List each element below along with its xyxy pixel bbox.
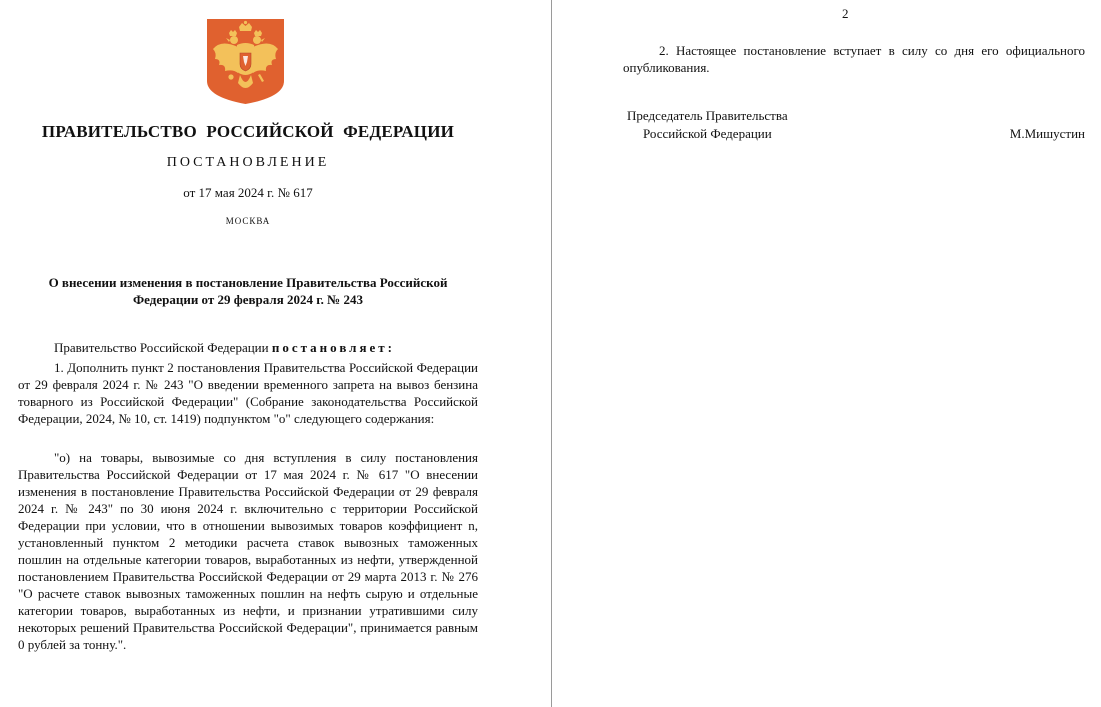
russian-coat-of-arms-icon	[207, 19, 284, 104]
decree-keyword: постановляет:	[271, 340, 395, 355]
decree-intro-prefix: Правительство Российской Федерации	[54, 340, 272, 355]
document-subject: О внесении изменения в постановление Правительства Российской Федерации от 29 февраля 2024 г. № 243	[48, 275, 448, 307]
government-title: ПРАВИТЕЛЬСТВО РОССИЙСКОЙ ФЕДЕРАЦИИ	[41, 122, 455, 141]
paragraph-1-text: 1. Дополнить пункт 2 постановления Правительства Российской Федерации от 29 февраля 2024 г. № 243 "О введении временного запрета на вывоз бензина товарного из Российской Федерации" (Собрание законодательства Российской Федерации, 2024, № 10, ст. 1419) подпунктом "о" следующего содержания:	[18, 360, 478, 426]
paragraph-2-text: 2. Настоящее постановление вступает в силу со дня его официального опубликования.	[623, 43, 1085, 75]
document-date-number: от 17 мая 2024 г. № 617	[183, 185, 313, 200]
page-number: 2	[842, 6, 849, 21]
document-page-2	[552, 0, 1101, 707]
paragraph-1	[18, 359, 478, 427]
paragraph-2	[623, 42, 1085, 76]
quoted-subparagraph-text: "о) на товары, вывозимые со дня вступления в силу постановления Правительства Российской Федерации от 17 мая 2024 г. № 617 "О внесении изменения в постановление Правительства Российской Федерации от 29 февраля 2024 г. № 243" по 30 июня 2024 г. включительно с территории Российской Федерации при условии, что в отношении вывозимых товаров коэффициент n, установленный пунктом 2 методики расчета ставок вывозных таможенных пошлин на отдельные категории товаров, выработанных из нефти, утвержденной постановлением Правительства Российской Федерации от 29 марта 2013 г. № 276 "О расчете ставок вывозных таможенных пошлин на нефть сырую и отдельные категории товаров, выработанных из нефти, и признании утратившими силу некоторых решений Правительства Российской Федерации", принимается равным 0 рублей за тонну.".	[18, 450, 478, 652]
quoted-subparagraph	[18, 449, 478, 653]
signer-name: М.Мишустин	[1009, 126, 1085, 141]
document-type: ПОСТАНОВЛЕНИЕ	[166, 155, 330, 170]
document-city: МОСКВА	[225, 216, 271, 226]
signer-title-line-1: Председатель Правительства	[627, 108, 788, 123]
decree-intro	[18, 339, 478, 356]
signer-title-line-2: Российской Федерации	[643, 126, 772, 141]
